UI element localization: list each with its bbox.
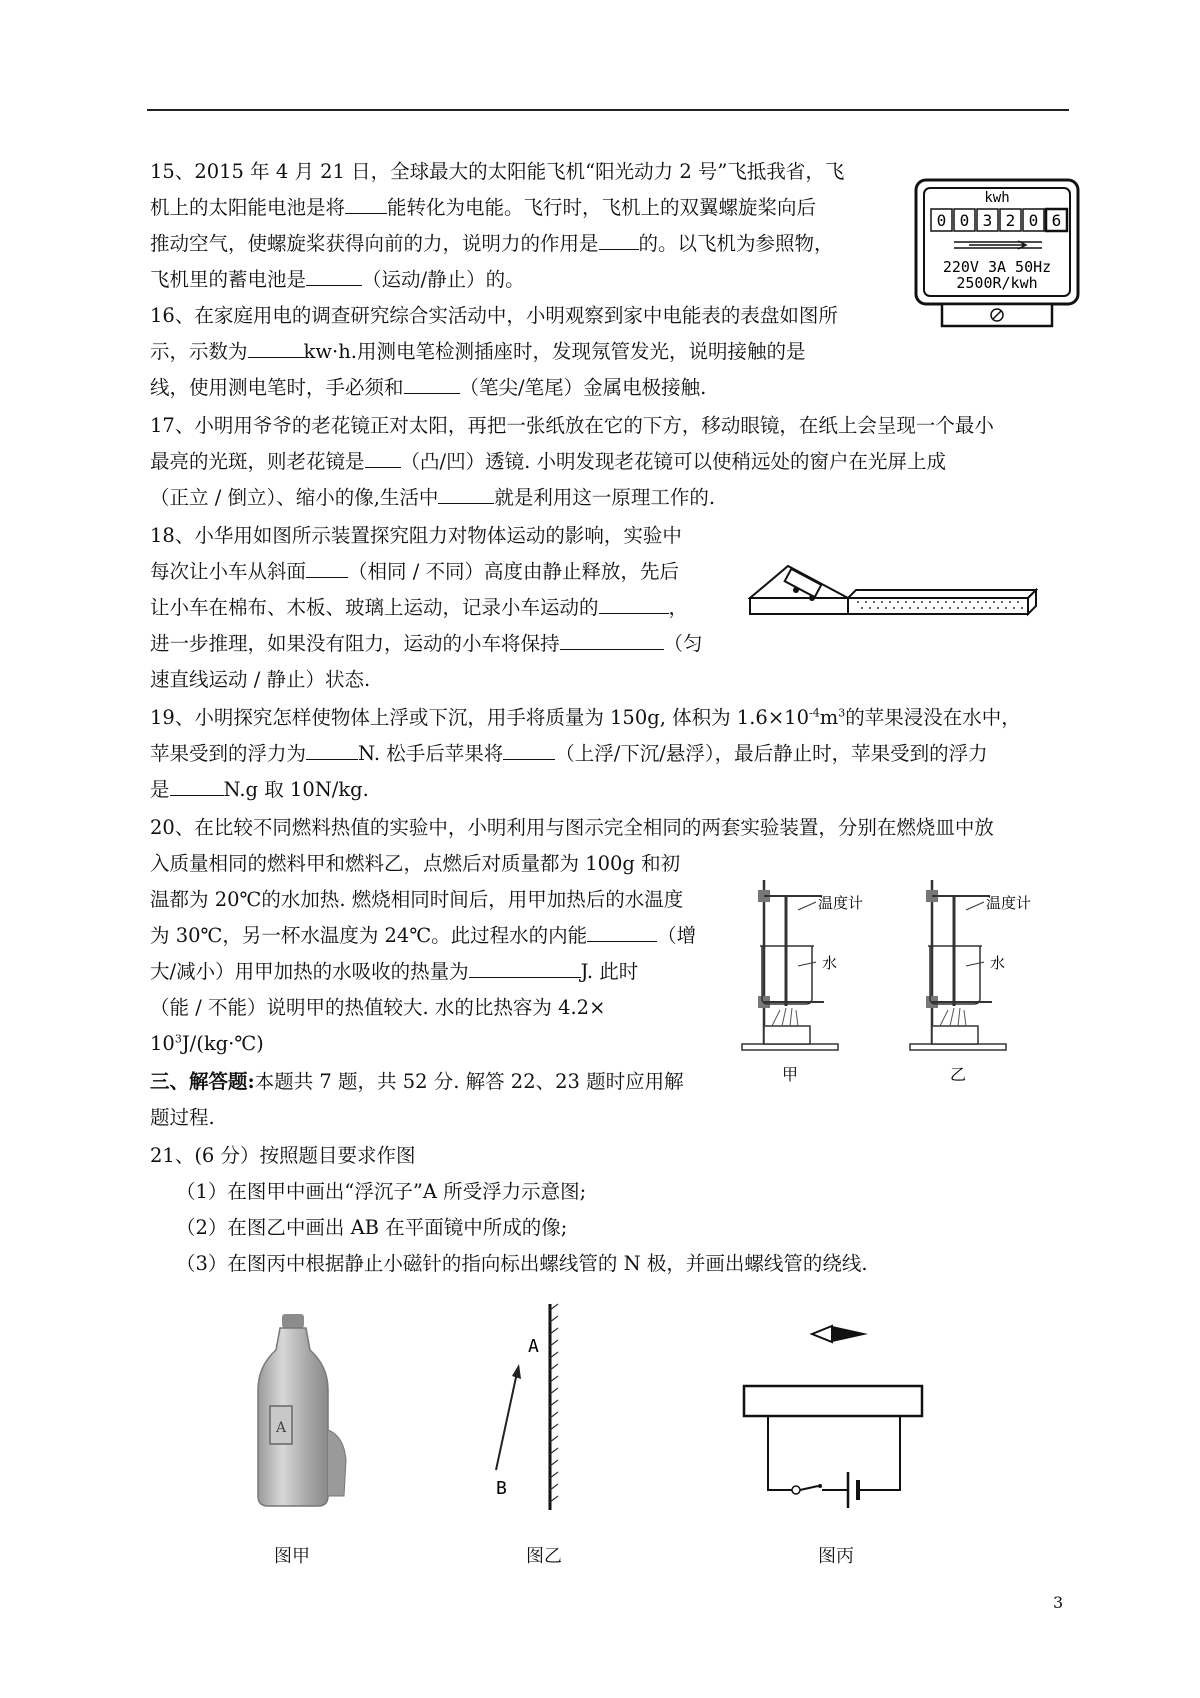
arrow-ab (496, 1368, 518, 1470)
q15-line1: 15、2015 年 4 月 21 日，全球最大的太阳能飞机“阳光动力 2 号”飞抵我省，飞 (150, 160, 845, 183)
q17-line2: 最亮的光斑，则老花镜是 （凸/凹）透镜. 小明发现老花镜可以使稍远处的窗户在光屏上成 (150, 444, 946, 480)
q16-blank1[interactable] (248, 337, 304, 358)
point-a-label: A (528, 1336, 539, 1357)
q20-line7: $10^3J/(kg\cdot℃)$ (150, 1032, 264, 1055)
q18-line4: 进一步推理，如果没有阻力，运动的小车将保持 （匀 (150, 626, 703, 662)
q16-line3: 线，使用测电笔时，手必须和 （笔尖/笔尾）金属电极接触. (150, 370, 706, 406)
q21-sub3: （3）在图丙中根据静止小磁针的指向标出螺线管的 N 极，并画出螺线管的绕线. (176, 1252, 868, 1275)
thermometer-label-right: 温度计 (986, 894, 1032, 912)
q20-line2: 入质量相同的燃料甲和燃料乙，点燃后对质量都为 100g 和初 (150, 852, 681, 875)
q21-sub2: （2）在图乙中画出 AB 在平面镜中所成的像; (176, 1216, 568, 1239)
meter-digit-5: 0 (1028, 211, 1039, 230)
q18-blank1[interactable] (306, 557, 348, 578)
q20-blank2[interactable] (469, 957, 581, 978)
q19-line1: 19、小明探究怎样使物体上浮或下沉，用手将质量为 150g, 体积为 $1.6\times 10^{-4}m^3$的苹果浸没在水中， (150, 706, 1021, 729)
meter-spec-1: 220V 3A 50Hz (942, 258, 1052, 276)
section3-line1: 三、解答题:本题共 7 题，共 52 分. 解答 22、23 题时应用解 (150, 1070, 684, 1093)
q19-blank2[interactable] (503, 739, 555, 760)
q18-line3: 让小车在棉布、木板、玻璃上运动，记录小车运动的 ， (150, 590, 688, 626)
q15-blank2[interactable] (599, 229, 639, 250)
heating-apparatus-figure (740, 866, 1050, 1086)
q20-line6: （能 / 不能）说明甲的热值较大. 水的比热容为 4.2× (150, 996, 606, 1019)
figure-solenoid (740, 1320, 930, 1520)
bottle-label-a: A (275, 1420, 287, 1436)
water-label-left: 水 (822, 954, 838, 972)
q20-blank1[interactable] (587, 921, 657, 942)
switch-icon (792, 1486, 800, 1494)
apparatus-left-caption: 甲 (781, 1065, 799, 1084)
q20-line1: 20、在比较不同燃料热值的实验中，小明利用与图示完全相同的两套实验装置，分别在燃烧皿中放 (150, 816, 994, 839)
q21-sub1: （1）在图甲中画出“浮沉子”A 所受浮力示意图; (176, 1180, 587, 1203)
page-number: 3 (1053, 1593, 1064, 1612)
q18-line2: 每次让小车从斜面 （相同 / 不同）高度由静止释放，先后 (150, 554, 679, 590)
q15-line3: 推动空气，使螺旋桨获得向前的力，说明力的作用是 的。以飞机为参照物， (150, 226, 834, 262)
meter-unit: kwh (984, 190, 1010, 206)
meter-digit-4: 2 (1005, 211, 1016, 230)
apparatus-left (742, 880, 863, 1084)
arrow-head-icon (512, 1364, 521, 1379)
meter-digit-2: 0 (959, 211, 970, 230)
figure-mirror (478, 1300, 608, 1520)
q16-blank2[interactable] (404, 373, 460, 394)
q20-line5: 大/减小）用甲加热的水吸收的热量为 J. 此时 (150, 954, 638, 990)
figure-b-caption: 图乙 (526, 1546, 562, 1567)
apparatus-right-caption: 乙 (949, 1065, 967, 1084)
compass-needle-icon (812, 1326, 868, 1342)
q17-line1: 17、小明用爷爷的老花镜正对太阳，再把一张纸放在它的下方，移动眼镜，在纸上会呈现一个最小 (150, 414, 994, 437)
q18-line5: 速直线运动 / 静止）状态. (150, 668, 371, 691)
apparatus-right (910, 880, 1031, 1084)
meter-digit-1: 0 (936, 211, 947, 230)
q17-line3: （正立 / 倒立）、缩小的像,生活中 就是利用这一原理工作的. (150, 480, 715, 516)
q19-blank1[interactable] (306, 739, 358, 760)
header-rule (147, 109, 1069, 111)
q19-line2: 苹果受到的浮力为 N. 松手后苹果将 （上浮/下沉/悬浮），最后静止时，苹果受到的浮力 (150, 736, 988, 772)
q15-blank1[interactable] (345, 193, 387, 214)
q15-line4: 飞机里的蓄电池是 （运动/静止）的。 (150, 262, 525, 298)
q18-blank3[interactable] (560, 629, 664, 650)
figure-bottle (232, 1310, 352, 1510)
q17-blank2[interactable] (438, 483, 494, 504)
bottle-cap-icon (282, 1314, 304, 1328)
section3-line2: 题过程. (150, 1106, 215, 1129)
thermometer-label-left: 温度计 (818, 894, 864, 912)
electric-meter-figure (914, 178, 1080, 330)
incline-cart-figure (748, 560, 1038, 624)
q19-line3: 是 N.g 取 10N/kg. (150, 772, 369, 808)
water-label-right: 水 (990, 954, 1006, 972)
figure-c-caption: 图丙 (818, 1546, 854, 1567)
q15-blank3[interactable] (306, 265, 362, 286)
q20-line4: 为 30℃，另一杯水温度为 24℃。此过程水的内能 （增 (150, 918, 696, 954)
q15-line2: 机上的太阳能电池是将 能转化为电能。飞行时，飞机上的双翼螺旋桨向后 (150, 190, 816, 226)
q18-blank2[interactable] (599, 593, 669, 614)
figure-a-caption: 图甲 (274, 1546, 310, 1567)
meter-digit-3: 3 (982, 211, 993, 230)
q16-line2: 示，示数为 kw·h.用测电笔检测插座时，发现氖管发光，说明接触的是 (150, 334, 805, 370)
meter-digit-6: 6 (1051, 211, 1062, 230)
q18-line1: 18、小华用如图所示装置探究阻力对物体运动的影响，实验中 (150, 524, 682, 547)
battery-icon (848, 1472, 858, 1508)
point-b-label: B (496, 1478, 507, 1499)
q19-blank3[interactable] (170, 775, 224, 796)
q21-title: 21、(6 分）按照题目要求作图 (150, 1144, 416, 1167)
meter-spec-2: 2500R/kwh (956, 274, 1038, 292)
q16-line1: 16、在家庭用电的调查研究综合实活动中，小明观察到家中电能表的表盘如图所 (150, 304, 838, 327)
q17-blank1[interactable] (365, 447, 401, 468)
section3-title: 三、解答题: (150, 1070, 255, 1093)
q20-line3: 温都为 20℃的水加热. 燃烧相同时间后，用甲加热后的水温度 (150, 888, 684, 911)
solenoid-core (744, 1386, 922, 1416)
